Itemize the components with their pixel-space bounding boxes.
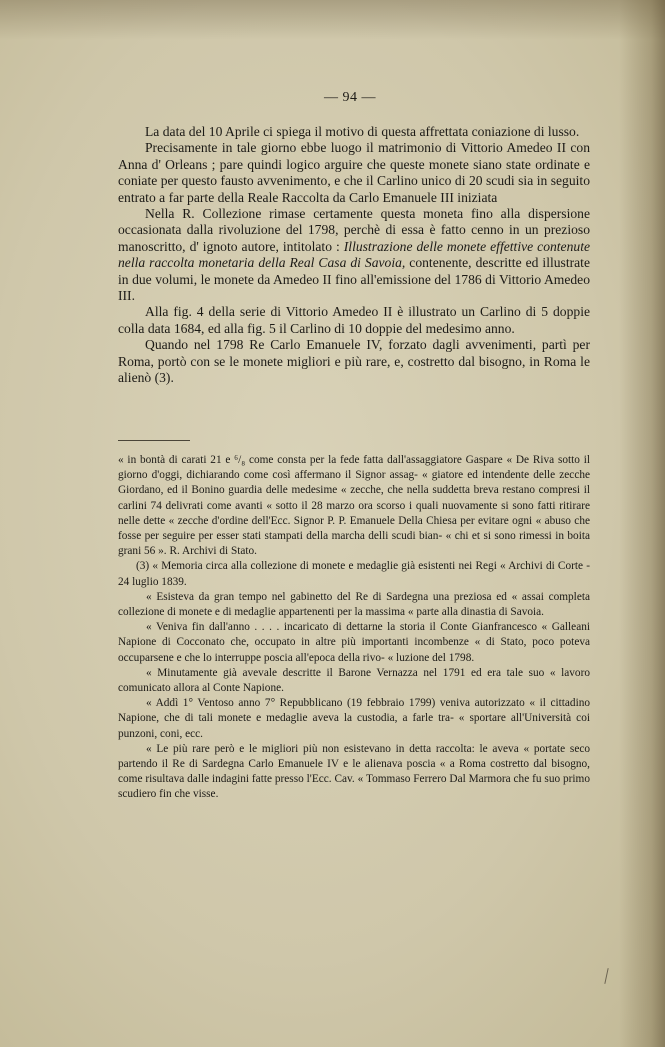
footnote: (3) « Memoria circa alla collezione di monete e medaglie già esistenti nei Regi « Archivi di Corte - 24 luglio 1839. bbox=[118, 560, 590, 588]
paragraph: Nella R. Collezione rimase certamente questa moneta fino alla dispersione occasionata dalla rivoluzione del 1798, perchè di essa è fatto cenno in un prezioso manoscritto, d' ignoto autore, intitolato : Illustrazione delle monete effettive contenute nella raccolta monetaria della Real Casa di Savoia, contenente, descritte ed illustrate in due volumi, le monete da Amedeo II fino all'emissione del 1786 di Vittorio Amedeo III. bbox=[118, 206, 590, 304]
page-shadow-right bbox=[619, 0, 665, 1047]
page-number: — 94 — bbox=[324, 90, 376, 105]
paragraph: Alla fig. 4 della serie di Vittorio Amedeo II è illustrato un Carlino di 5 doppie colla data 1684, ed alla fig. 5 il Carlino di 10 doppie del medesimo anno. bbox=[118, 304, 590, 336]
footnote: « Addì 1° Ventoso anno 7° Repubblicano (19 febbraio 1799) veniva autorizzato « il cittadino Napione, che di tali monete e medaglie aveva la custodia, a farle tra- « sportare all'Università coi punzoni, coni, ecc. bbox=[118, 697, 590, 740]
main-text bbox=[118, 124, 590, 387]
paragraph: Quando nel 1798 Re Carlo Emanuele IV, forzato dagli avvenimenti, partì per Roma, portò con se le monete migliori e più rare, e, costretto dal bisogno, in Roma le alienò (3). bbox=[118, 337, 590, 386]
paragraph: Precisamente in tale giorno ebbe luogo il matrimonio di Vittorio Amedeo II con Anna d' Orleans ; pare quindi logico arguire che queste monete siano state ordinate e coniate per questo fausto avvenimento, e che il Carlino unico di 20 scudi sia in seguito entrato a far parte della Reale Raccolta da Carlo Emanuele III iniziata bbox=[118, 140, 590, 205]
footnotes bbox=[118, 453, 590, 803]
footnote: « Veniva fin dall'anno . . . . incaricato di dettarne la storia il Conte Gianfrancesco « Galleani Napione di Cocconato che, occupato in altre più importanti incombenze « di Stato, poco poteva occuparsene e che lo interruppe poscia all'epoca della rivo- « luzione del 1798. bbox=[118, 621, 590, 664]
pencil-mark bbox=[604, 968, 608, 984]
footnote: « in bontà di carati 21 e ⁶/₈ come consta per la fede fatta dall'assaggiatore Gaspare « De Riva sotto il giorno d'oggi, dichiarando come così affermano il Signor assag- « giatore ed intendente delle zecche Giordano, ed il Bonino guardia delle medesime « zecche, che nella suddetta breva restano compresi il carlini 74 delivrati come avanti « sotto il 28 marzo ora scorso i quali nuovamente si sono fatti ritirare nelle dette « zecche d'ordine dell'Ecc. Signor P. P. Emanuele Della Chiesa per evitare ogni « abuso che fosse per seguire per esser stati stampati della marcha delli scudi bian- « chi et si sono rimessi in boita grani 56 ». R. Archivi di Stato. bbox=[118, 454, 590, 558]
footnote: « Le più rare però e le migliori più non esistevano in detta raccolta: le aveva « portate seco partendo il Re di Sardegna Carlo Emanuele IV e le alienava poscia « a Roma costretto dal bisogno, come risultava dalle indagini fatte presso l'Ecc. Cav. « Tommaso Ferrero Dal Marmora che fu suo primo scudiero fin che visse. bbox=[118, 742, 590, 801]
footnote: « Minutamente già avevale descritte il Barone Vernazza nel 1791 ed era tale suo « lavoro comunicato allora al Conte Napione. bbox=[118, 666, 590, 695]
footnote: « Esisteva da gran tempo nel gabinetto del Re di Sardegna una preziosa ed « assai completa collezione di monete e di medaglie appartenenti per la massima « parte alla dinastia di Savoia. bbox=[118, 590, 590, 619]
page-shadow-top bbox=[0, 0, 665, 40]
italic-title: Illustrazione delle monete effettive contenute nella raccolta monetaria della Real Casa di Savoia, bbox=[118, 238, 590, 271]
footnote-divider bbox=[118, 440, 190, 441]
paragraph: La data del 10 Aprile ci spiega il motivo di questa affrettata coniazione di lusso. bbox=[145, 124, 580, 139]
